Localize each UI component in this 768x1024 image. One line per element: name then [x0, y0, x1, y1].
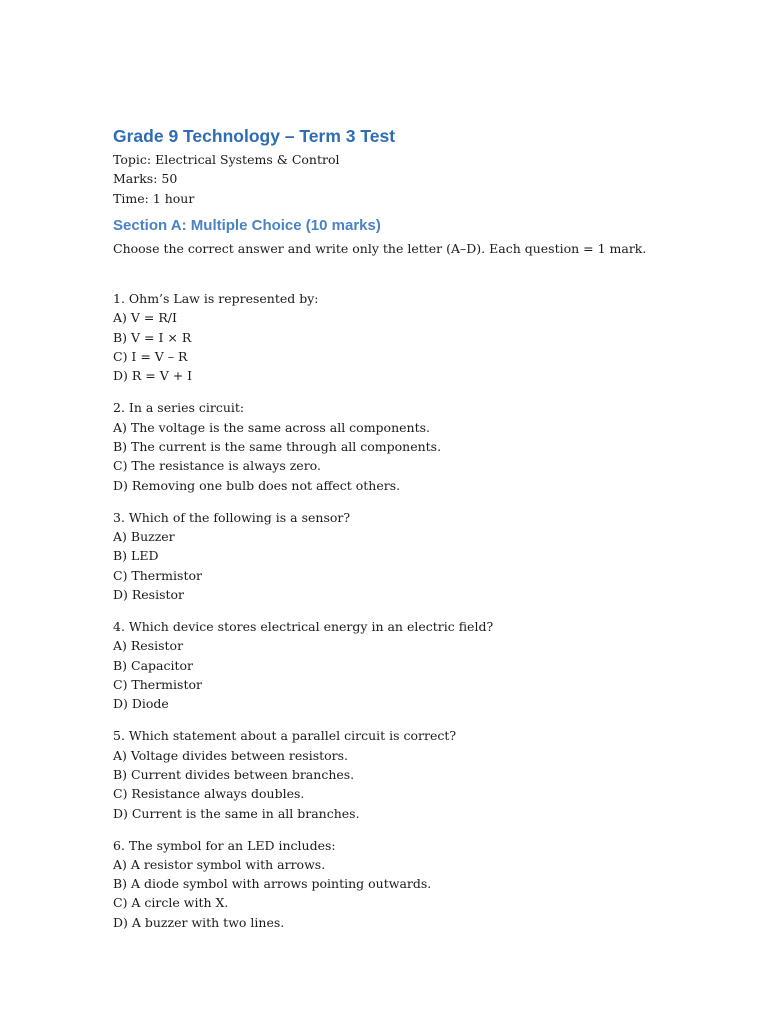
option-a: A) Voltage divides between resistors. — [113, 747, 349, 763]
question-text: 2. In a series circuit: — [113, 400, 245, 416]
question-1 — [113, 289, 713, 385]
option-b: B) LED — [113, 548, 159, 564]
option-a: A) Buzzer — [113, 529, 175, 545]
option-a: A) Resistor — [113, 638, 184, 654]
document-title: Grade 9 Technology – Term 3 Test — [113, 126, 396, 146]
question-4 — [113, 617, 713, 713]
option-c: C) Thermistor — [113, 676, 202, 692]
option-a: A) The voltage is the same across all components. — [113, 419, 430, 435]
question-text: 3. Which of the following is a sensor? — [113, 509, 351, 525]
option-b: B) Capacitor — [113, 657, 194, 673]
option-c: C) A circle with X. — [113, 895, 229, 911]
question-text: 5. Which statement about a parallel circuit is correct? — [113, 728, 457, 744]
section-a-heading: Section A: Multiple Choice (10 marks) — [113, 216, 381, 234]
option-d: D) Current is the same in all branches. — [113, 805, 360, 821]
document-page — [113, 122, 713, 945]
option-c: C) I = V – R — [113, 349, 188, 365]
option-c: C) Thermistor — [113, 567, 202, 583]
question-text: 4. Which device stores electrical energy in an electric field? — [113, 619, 494, 635]
option-d: D) Diode — [113, 696, 169, 712]
option-d: D) Removing one bulb does not affect others. — [113, 477, 401, 493]
question-6 — [113, 836, 713, 932]
option-a: A) V = R/I — [113, 310, 177, 326]
option-d: D) Resistor — [113, 586, 185, 602]
section-a-instructions: Choose the correct answer and write only the letter (A–D). Each question = 1 mark. — [113, 240, 647, 256]
option-b: B) V = I × R — [113, 329, 192, 345]
time-line: Time: 1 hour — [113, 190, 195, 206]
question-text: 1. Ohm’s Law is represented by: — [113, 291, 319, 307]
option-b: B) Current divides between branches. — [113, 766, 355, 782]
option-a: A) A resistor symbol with arrows. — [113, 856, 326, 872]
option-c: C) Resistance always doubles. — [113, 786, 305, 802]
question-list — [113, 289, 713, 932]
option-b: B) A diode symbol with arrows pointing outwards. — [113, 876, 432, 892]
question-text: 6. The symbol for an LED includes: — [113, 837, 336, 853]
option-c: C) The resistance is always zero. — [113, 458, 321, 474]
question-2 — [113, 398, 713, 494]
marks-line: Marks: 50 — [113, 171, 178, 187]
option-d: D) A buzzer with two lines. — [113, 914, 285, 930]
test-meta — [113, 150, 713, 208]
option-d: D) R = V + I — [113, 368, 193, 384]
question-3 — [113, 508, 713, 604]
option-b: B) The current is the same through all components. — [113, 439, 442, 455]
question-5 — [113, 726, 713, 822]
topic-line: Topic: Electrical Systems & Control — [113, 152, 340, 167]
